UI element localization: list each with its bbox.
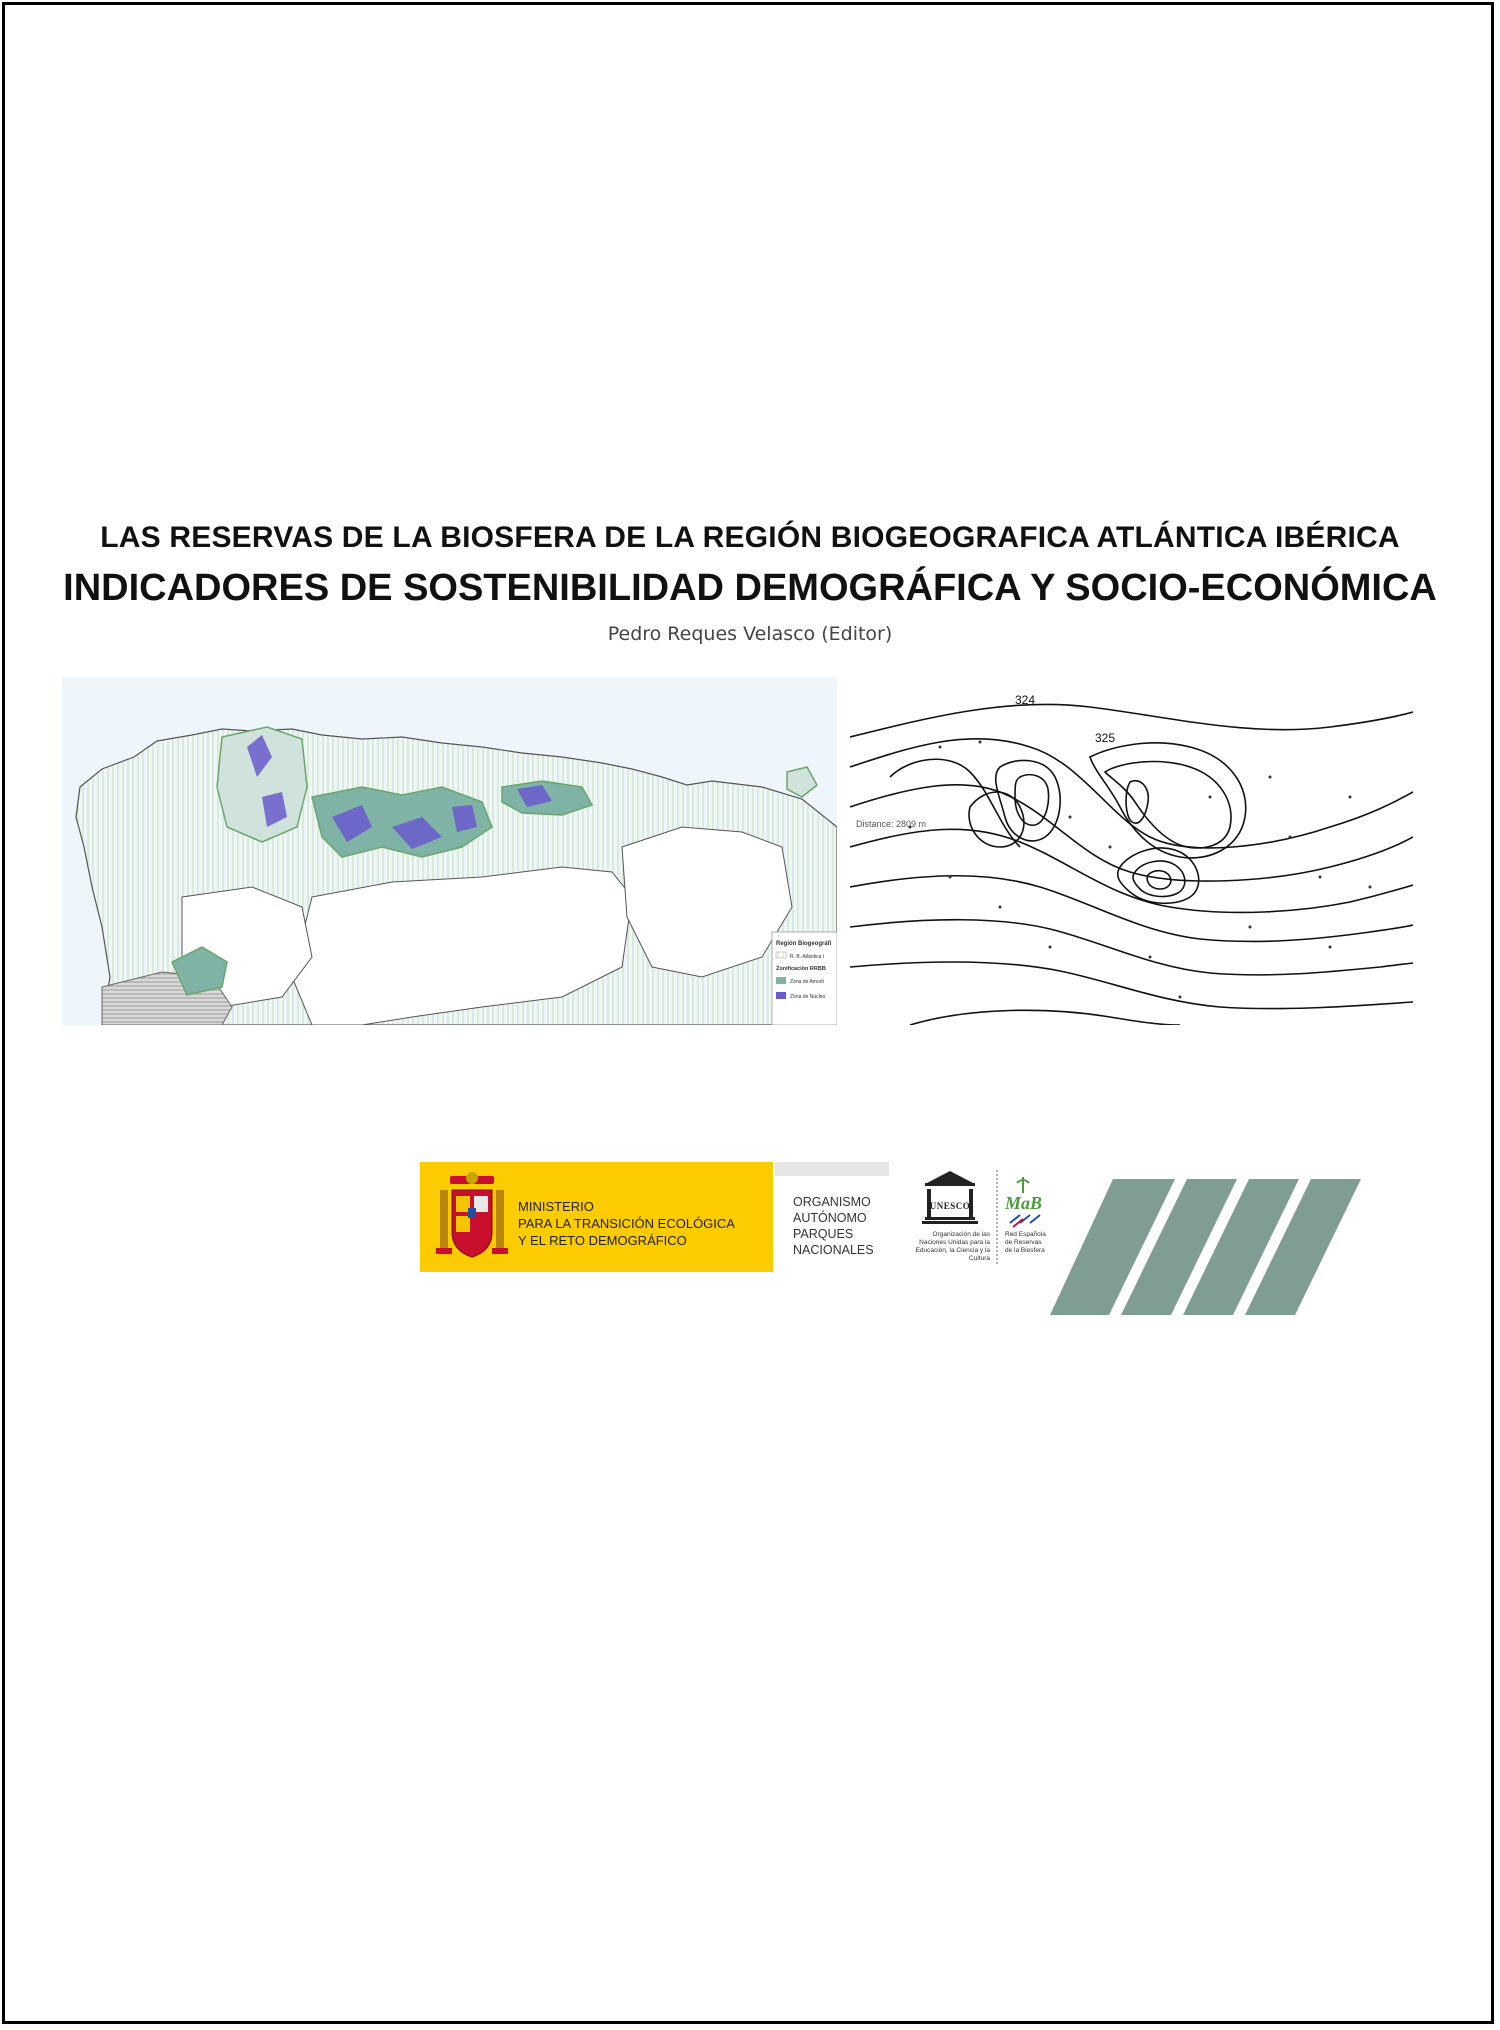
ministry-line1: MINISTERIO <box>518 1199 594 1214</box>
contour-label-325: 325 <box>1095 731 1116 745</box>
contour-label-324: 324 <box>1015 693 1036 707</box>
map-legend <box>772 932 837 1025</box>
unesco-mab-logo <box>905 1165 1045 1275</box>
stripes-logo <box>1045 1175 1365 1320</box>
oapn-name <box>793 1194 874 1258</box>
oapn-line3: PARQUES <box>793 1227 854 1241</box>
contour-plot-image <box>850 677 1413 1025</box>
contour-distance-label: Distance: 2809 m <box>856 819 927 829</box>
ministry-name <box>518 1198 735 1249</box>
legend-item-buffer: Zona de Amorti <box>790 979 824 985</box>
ministry-line3: Y EL RETO DEMOGRÁFICO <box>518 1233 687 1248</box>
unesco-word: UNESCO <box>929 1201 971 1211</box>
mab-word: MaB <box>1005 1193 1043 1213</box>
document-title-line1: LAS RESERVAS DE LA BIOSFERA DE LA REGIÓN BIOGEOGRAFICA ATLÁNTICA IBÉRICA <box>100 521 1400 554</box>
legend-item-core: Zona de Núcleo <box>790 994 826 1000</box>
oapn-bar <box>775 1162 889 1176</box>
ministry-line2: PARA LA TRANSICIÓN ECOLÓGICA <box>518 1216 735 1231</box>
biosphere-map-svg <box>62 677 837 1025</box>
biosphere-map-image <box>62 677 837 1025</box>
oapn-line1: ORGANISMO <box>793 1195 871 1209</box>
ministry-logo <box>420 1162 773 1272</box>
title-block <box>60 518 1440 646</box>
contour-plot-svg <box>850 677 1413 1025</box>
mab-caption: Red Española de Reservas de la Biosfera <box>1005 1231 1046 1254</box>
stripes-logo-icon <box>1045 1175 1365 1320</box>
legend-title: Región Biogeográfi <box>776 941 832 947</box>
unesco-caption: Organización de las Naciones Unidas para la Educación, la Ciencia y la Cultura <box>915 1231 990 1262</box>
oapn-line2: AUTÓNOMO <box>793 1211 867 1225</box>
oapn-line4: NACIONALES <box>793 1243 874 1257</box>
document-editor: Pedro Reques Velasco (Editor) <box>607 623 893 645</box>
coat-of-arms-icon <box>432 1162 512 1272</box>
legend-subtitle: Zonificación RRBB <box>776 966 826 972</box>
legend-item-atlantic: R. B. Atlántica I <box>790 954 825 960</box>
document-title-line2: INDICADORES DE SOSTENIBILIDAD DEMOGRÁFICA Y SOCIO-ECONÓMICA <box>63 567 1437 609</box>
oapn-logo <box>775 1162 889 1272</box>
